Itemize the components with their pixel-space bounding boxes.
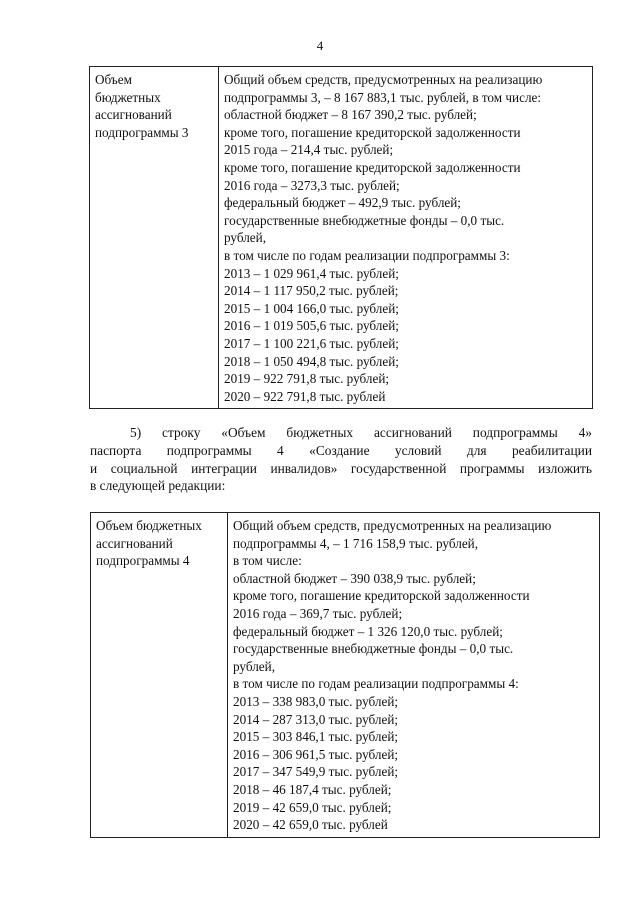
- table-content-cell: [219, 67, 593, 409]
- paragraph-line: и социальной интеграции инвалидов» государственной программы изложить: [90, 460, 592, 476]
- budget-table-subprogram-3: [89, 66, 593, 409]
- content-line: областной бюджет – 390 038,9 тыс. рублей;: [233, 570, 476, 586]
- content-line: 2016 – 1 019 505,6 тыс. рублей;: [224, 318, 399, 334]
- content-line: Общий объем средств, предусмотренных на реализацию: [233, 518, 552, 533]
- paragraph-line: паспорта подпрограммы 4 «Создание условий для реабилитации: [90, 442, 592, 458]
- label-line: подпрограммы 3: [95, 124, 189, 140]
- content-line: 2016 года – 369,7 тыс. рублей;: [233, 605, 403, 621]
- label-line: ассигнований: [95, 107, 172, 123]
- content-line: 2016 – 306 961,5 тыс. рублей;: [233, 746, 399, 762]
- content-line: подпрограммы 4, – 1 716 158,9 тыс. рублей,: [233, 535, 479, 551]
- content-line: 2014 – 1 117 950,2 тыс. рублей;: [224, 283, 399, 299]
- table-content-cell: [228, 513, 600, 838]
- content-line: кроме того, погашение кредиторской задолженности: [233, 588, 530, 604]
- content-line: кроме того, погашение кредиторской задолженности: [224, 159, 521, 175]
- page-number: 4: [316, 38, 324, 53]
- label-line: Объем: [95, 72, 132, 87]
- content-line: 2014 – 287 313,0 тыс. рублей;: [233, 711, 399, 727]
- content-line: Общий объем средств, предусмотренных на реализацию: [224, 72, 543, 87]
- content-line: 2013 – 338 983,0 тыс. рублей;: [233, 693, 399, 709]
- content-line: в том числе по годам реализации подпрограммы 3:: [224, 247, 510, 263]
- amendment-paragraph: [90, 424, 592, 495]
- content-line: 2019 – 42 659,0 тыс. рублей;: [233, 799, 392, 815]
- content-line: 2013 – 1 029 961,4 тыс. рублей;: [224, 265, 399, 281]
- table-row: [91, 513, 600, 838]
- label-line: Объем бюджетных: [96, 518, 202, 533]
- table-label-cell: [91, 513, 228, 838]
- content-line: 2018 – 46 187,4 тыс. рублей;: [233, 781, 392, 797]
- content-line: 2017 – 1 100 221,6 тыс. рублей;: [224, 335, 399, 351]
- label-line: подпрограммы 4: [96, 553, 190, 569]
- label-line: бюджетных: [95, 89, 161, 105]
- content-line: подпрограммы 3, – 8 167 883,1 тыс. рублей, в том числе:: [224, 89, 542, 105]
- content-line: в том числе:: [233, 553, 302, 569]
- content-line: рублей,: [224, 230, 267, 246]
- content-line: 2015 – 1 004 166,0 тыс. рублей;: [224, 300, 399, 316]
- table-label-cell: [90, 67, 219, 409]
- content-line: кроме того, погашение кредиторской задолженности: [224, 124, 521, 140]
- content-line: в том числе по годам реализации подпрограммы 4:: [233, 676, 519, 692]
- paragraph-line: 5) строку «Объем бюджетных ассигнований подпрограммы 4»: [130, 425, 592, 440]
- budget-table-subprogram-4: [90, 512, 600, 838]
- content-line: 2018 – 1 050 494,8 тыс. рублей;: [224, 353, 399, 369]
- paragraph-line: в следующей редакции:: [90, 478, 226, 494]
- content-line: рублей,: [233, 658, 276, 674]
- content-line: государственные внебюджетные фонды – 0,0 тыс.: [233, 641, 514, 657]
- table-row: [90, 67, 593, 409]
- content-line: 2019 – 922 791,8 тыс. рублей;: [224, 371, 390, 387]
- content-line: федеральный бюджет – 492,9 тыс. рублей;: [224, 195, 461, 211]
- content-line: 2015 – 303 846,1 тыс. рублей;: [233, 729, 399, 745]
- content-line: 2020 – 922 791,8 тыс. рублей: [224, 388, 386, 404]
- label-line: ассигнований: [96, 535, 173, 551]
- content-line: 2016 года – 3273,3 тыс. рублей;: [224, 177, 400, 193]
- content-line: 2020 – 42 659,0 тыс. рублей: [233, 817, 388, 833]
- content-line: 2017 – 347 549,9 тыс. рублей;: [233, 764, 399, 780]
- content-line: 2015 года – 214,4 тыс. рублей;: [224, 142, 394, 158]
- content-line: областной бюджет – 8 167 390,2 тыс. рублей;: [224, 107, 477, 123]
- content-line: государственные внебюджетные фонды – 0,0 тыс.: [224, 212, 505, 228]
- content-line: федеральный бюджет – 1 326 120,0 тыс. рублей;: [233, 623, 503, 639]
